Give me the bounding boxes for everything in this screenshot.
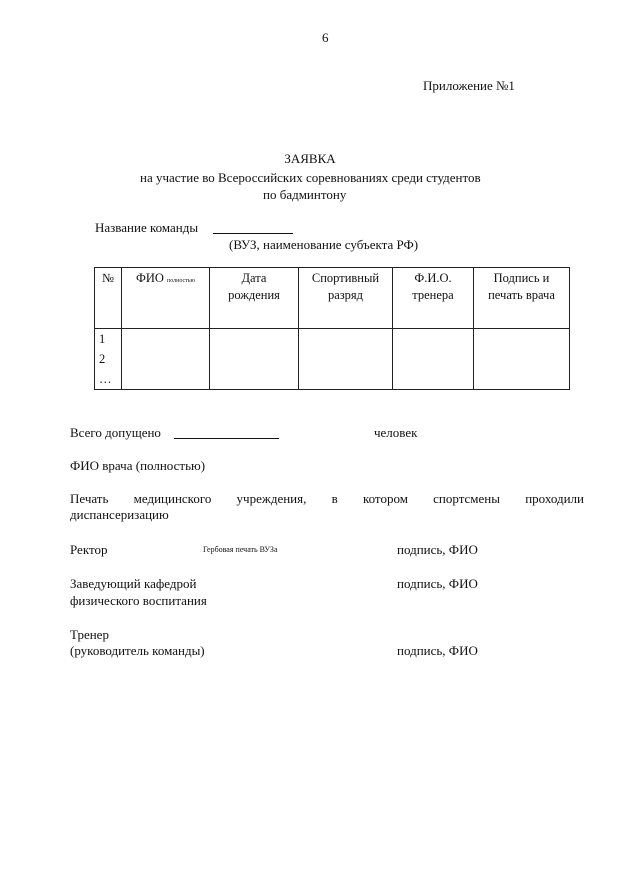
row-number-1: 1	[99, 332, 106, 346]
department-head-signature-label: подпись, ФИО	[397, 576, 478, 591]
header-birth-line1: Дата	[241, 271, 267, 285]
document-subtitle-line2: по бадминтону	[263, 187, 347, 202]
coach-signature-label: подпись, ФИО	[397, 643, 478, 658]
cell-birthdate[interactable]	[210, 329, 299, 390]
header-number-label: №	[102, 271, 114, 285]
team-name-hint: (ВУЗ, наименование субъекта РФ)	[229, 237, 419, 252]
team-name-field[interactable]	[213, 233, 293, 234]
medical-stamp-text: Печать медицинского учреждения, в котором спортсмены проходили	[70, 491, 584, 506]
column-header-number	[95, 268, 122, 329]
header-signature-line2: печать врача	[488, 288, 555, 302]
row-number-2: 2	[99, 352, 106, 366]
cell-coach[interactable]	[393, 329, 474, 390]
team-name-label: Название команды	[95, 220, 199, 235]
header-birth-line2: рождения	[228, 288, 280, 302]
cell-signature[interactable]	[474, 329, 570, 390]
rector-label: Ректор	[70, 542, 108, 557]
cell-rank[interactable]	[299, 329, 393, 390]
document-subtitle-line1: на участие во Всероссийских соревнованиях среди студентов	[140, 170, 481, 185]
table-row	[95, 329, 570, 390]
column-header-coach	[393, 268, 474, 329]
medical-stamp-text-line2: диспансеризацию	[70, 507, 169, 522]
total-admitted-label: Всего допущено	[70, 425, 161, 440]
header-fio-note: полностью	[167, 278, 196, 284]
cell-fio[interactable]	[122, 329, 210, 390]
header-signature-line1: Подпись и	[493, 271, 550, 285]
header-rank-line1: Спортивный	[311, 271, 380, 285]
department-head-label-line2: физического воспитания	[70, 593, 207, 608]
column-header-signature	[474, 268, 570, 329]
page-number: 6	[322, 30, 329, 45]
header-fio-label: ФИО	[135, 271, 164, 285]
persons-label: человек	[374, 425, 418, 440]
header-coach-line2: тренера	[412, 288, 454, 302]
header-rank-line2: разряд	[327, 288, 364, 302]
column-header-fio	[122, 268, 210, 329]
department-head-label-line1: Заведующий кафедрой	[70, 576, 197, 591]
university-seal-label: Гербовая печать ВУЗа	[203, 545, 278, 554]
row-number-more: …	[99, 372, 112, 386]
total-admitted-field[interactable]	[174, 438, 279, 439]
column-header-rank	[299, 268, 393, 329]
table-header-row	[95, 268, 570, 329]
coach-label-line1: Тренер	[70, 627, 109, 642]
rector-signature-label: подпись, ФИО	[397, 542, 478, 557]
participants-table	[94, 267, 570, 390]
document-title: ЗАЯВКА	[284, 151, 336, 166]
coach-label-line2: (руководитель команды)	[70, 643, 205, 658]
doctor-name-label: ФИО врача (полностью)	[70, 458, 206, 473]
appendix-label: Приложение №1	[423, 78, 515, 93]
column-header-birthdate	[210, 268, 299, 329]
header-coach-line1: Ф.И.О.	[414, 271, 452, 285]
row-numbers-cell	[95, 329, 122, 390]
